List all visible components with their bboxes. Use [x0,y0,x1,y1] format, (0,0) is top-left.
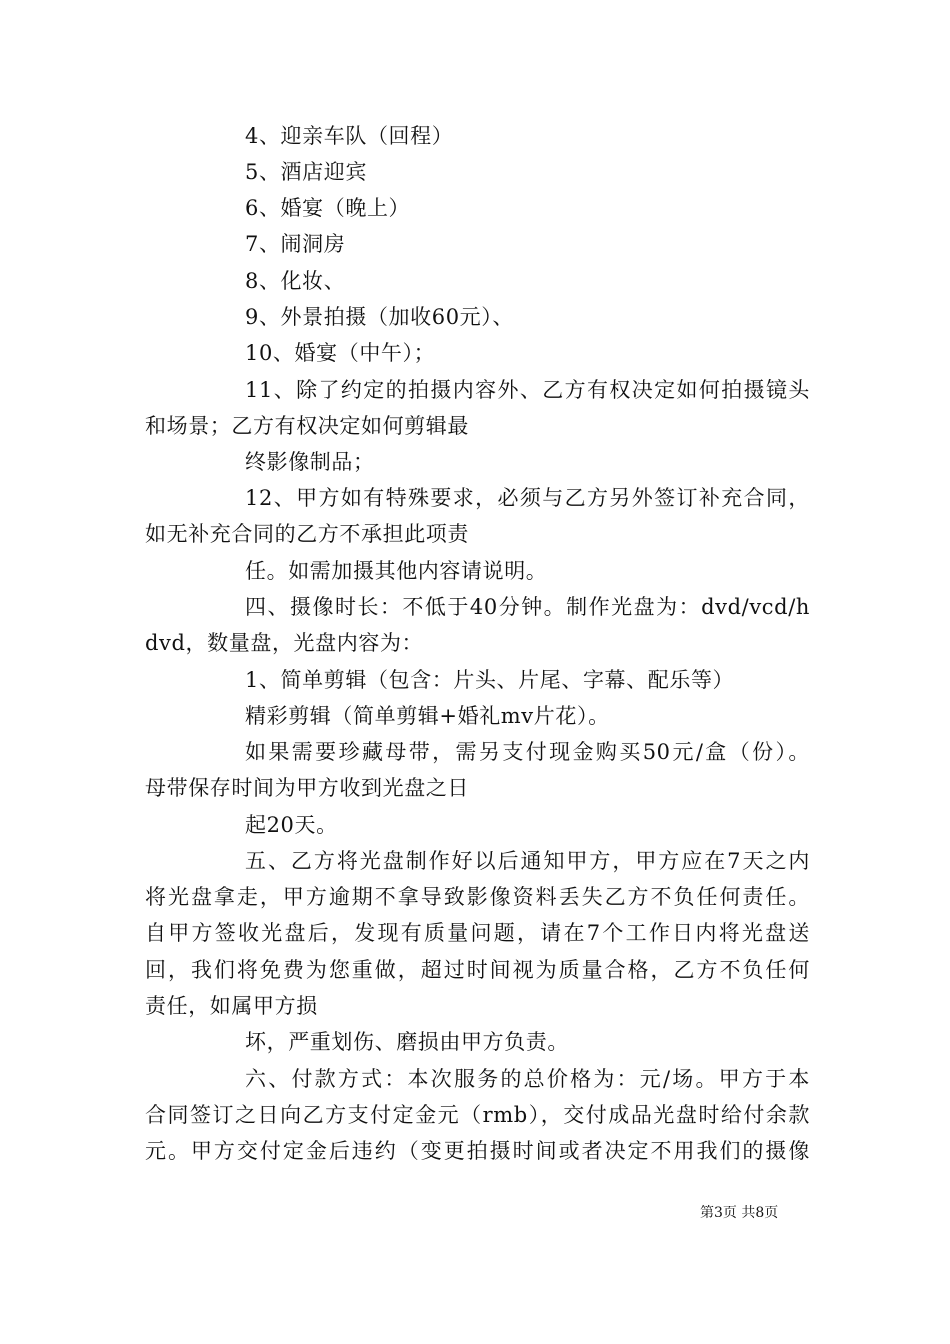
item-12-line-2: 如无补充合同的乙方不承担此项责 [145,522,469,546]
section-6-line-1: 六、付款方式：本次服务的总价格为：元/场。甲方于本 [245,1067,810,1091]
section-6-line-3: 元。甲方交付定金后违约（变更拍摄时间或者决定不用我们的摄像 [145,1139,810,1163]
item-4-return-motorcade: 4、迎亲车队（回程） [245,124,454,148]
master-tape-line-3: 起20天。 [245,813,338,837]
section-4-line-2: dvd，数量盘，光盘内容为： [145,631,424,655]
item-11-line-3: 终影像制品； [245,450,375,474]
section-5-line-6: 坏，严重划伤、磨损由甲方负责。 [245,1030,569,1054]
master-tape-line-1: 如果需要珍藏母带，需另支付现金购买50元/盒（份）。 [245,740,810,764]
section-6-line-2: 合同签订之日向乙方支付定金元（rmb），交付成品光盘时给付余款 [145,1103,810,1127]
item-10-noon-banquet: 10、婚宴（中午）； [245,341,436,365]
item-11-line-1: 11、除了约定的拍摄内容外、乙方有权决定如何拍摄镜头 [245,378,810,402]
section-5-line-5: 责任，如属甲方损 [145,994,318,1018]
item-8-makeup: 8、化妆、 [245,269,346,293]
item-6-evening-banquet: 6、婚宴（晚上） [245,196,411,220]
item-11-line-2: 和场景；乙方有权决定如何剪辑最 [145,414,469,438]
section-5-line-4: 回，我们将免费为您重做，超过时间视为质量合格，乙方不负任何 [145,958,810,982]
section-5-line-2: 将光盘拿走，甲方逾期不拿导致影像资料丢失乙方不负任何责任。 [145,885,810,909]
section-5-line-1: 五、乙方将光盘制作好以后通知甲方，甲方应在7天之内 [245,849,810,873]
edit-premium: 精彩剪辑（简单剪辑+婚礼mv片花）。 [245,704,610,728]
item-12-line-3: 任。如需加摄其他内容请说明。 [245,559,548,583]
item-9-outdoor-shoot: 9、外景拍摄（加收60元）、 [245,305,514,329]
page-number-footer: 第3页 共8页 [700,1205,779,1221]
edit-simple: 1、简单剪辑（包含：片头、片尾、字幕、配乐等） [245,668,735,692]
master-tape-line-2: 母带保存时间为甲方收到光盘之日 [145,776,469,800]
section-5-line-3: 自甲方签收光盘后，发现有质量问题，请在7个工作日内将光盘送 [145,921,810,945]
item-7-bridal-chamber: 7、闹洞房 [245,232,346,256]
section-4-line-1: 四、摄像时长：不低于40分钟。制作光盘为：dvd/vcd/h [245,595,810,619]
item-12-line-1: 12、甲方如有特殊要求，必须与乙方另外签订补充合同， [245,486,810,510]
item-5-hotel-welcome: 5、酒店迎宾 [245,160,367,184]
